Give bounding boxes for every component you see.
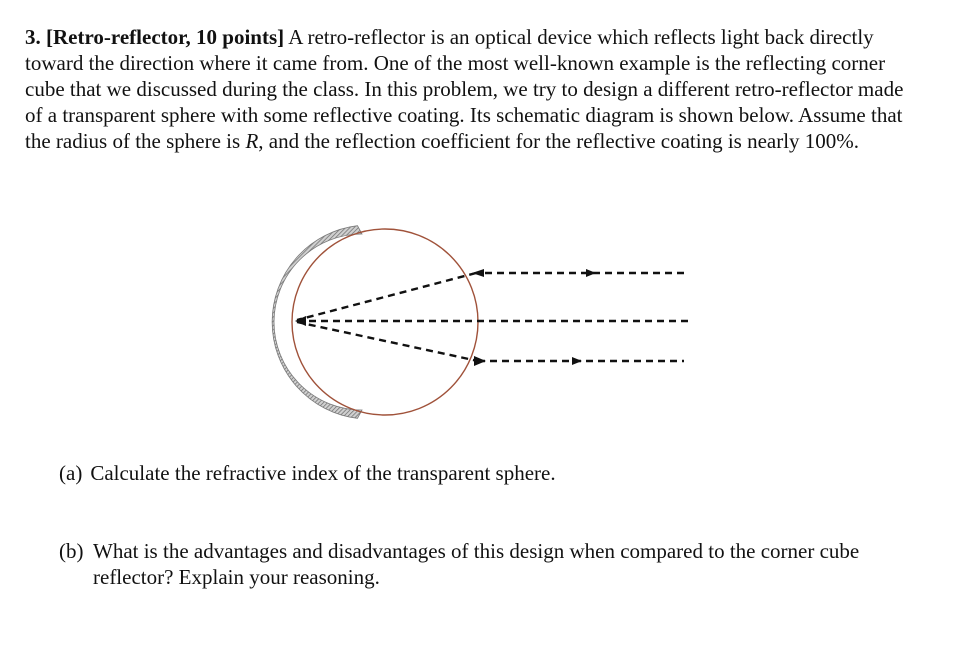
- ray-arrow-top-right: [586, 269, 596, 277]
- part-b-label: (b): [59, 539, 84, 563]
- reflected-ray-bottom: [297, 322, 478, 361]
- part-a-label: (a): [59, 461, 83, 485]
- part-b-text: What is the advantages and disadvantages of this design when compared to the corner cube reflector? Explain your reasoning.: [93, 539, 860, 589]
- ray-arrow-bottom-right: [572, 357, 582, 365]
- ray-arrow-focus: [295, 316, 306, 326]
- problem-topic: [Retro-reflector, 10 points]: [46, 25, 285, 49]
- part-a-text: Calculate the refractive index of the transparent sphere.: [90, 461, 556, 485]
- refracted-ray-top: [297, 273, 476, 320]
- problem-text-intro: A retro-reflector is an optical device which reflects light back directly toward the direction where it came from. One of the most well-known example is the reflecting corner cube that we discussed during the class. In this problem, we try to design a different retro-reflector made of a transparent sphere with some reflective coating. Its schematic diagram is shown below. Assume that the radius of the sphere is: [25, 25, 904, 153]
- radius-symbol: R: [245, 129, 259, 153]
- part-b: [59, 538, 919, 590]
- part-a: [59, 460, 919, 486]
- problem-text-end: , and the reflection coefficient for the reflective coating is nearly 100%.: [258, 129, 860, 153]
- problem-number: 3.: [25, 25, 41, 49]
